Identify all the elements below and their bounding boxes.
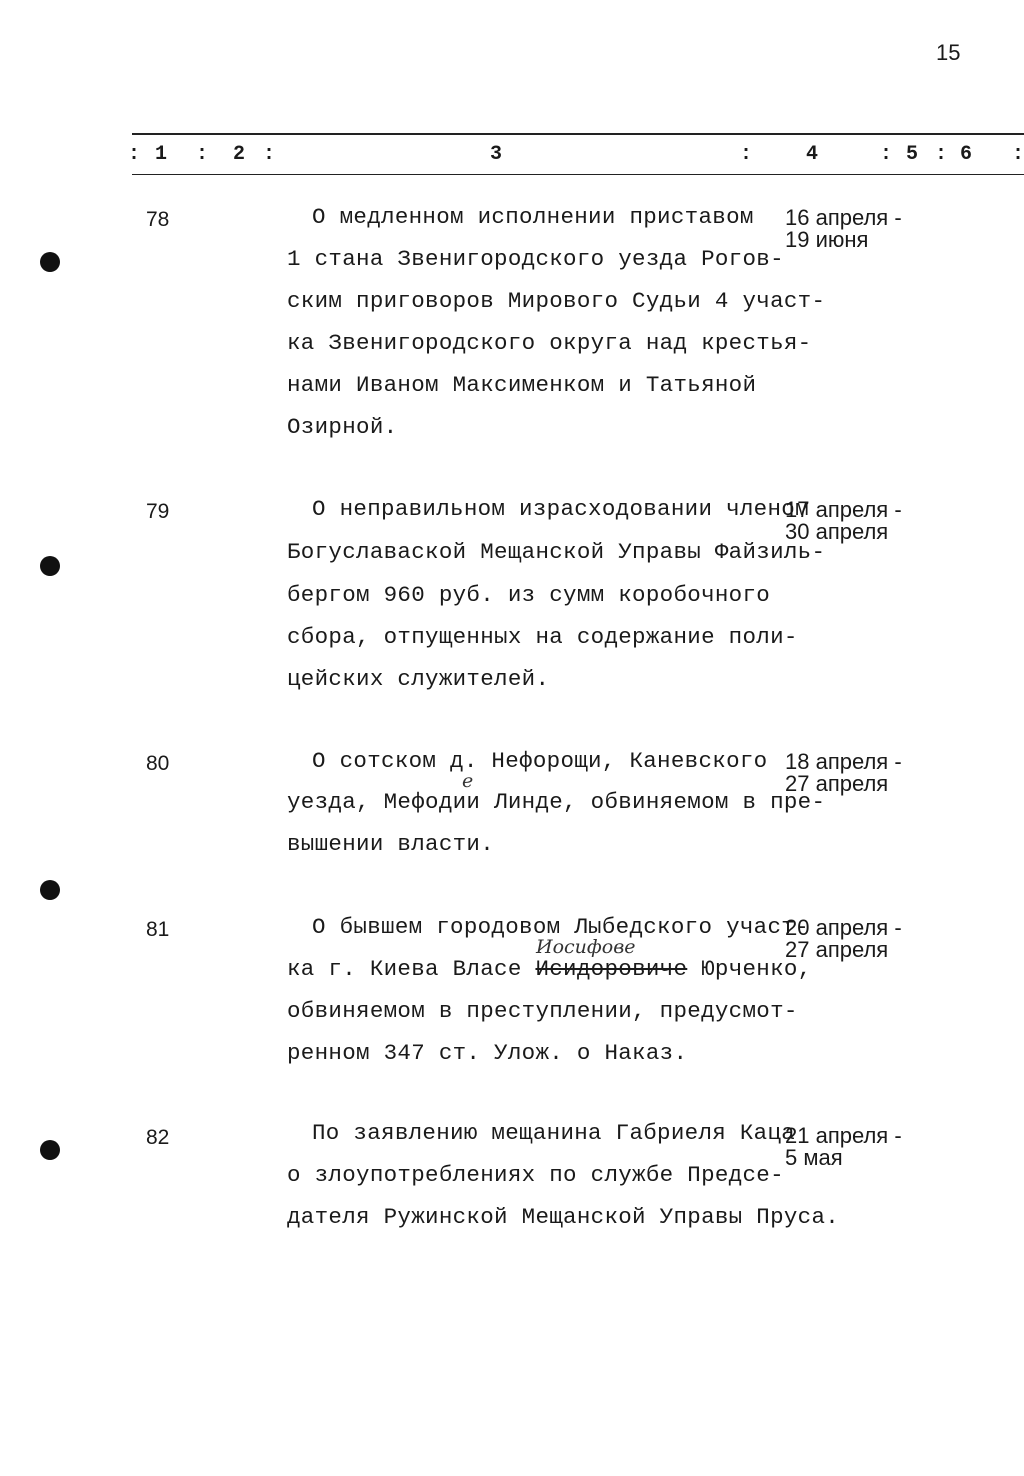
entry-line: нами Иваном Максименком и Татьяной — [287, 372, 757, 398]
entry-line: ка Звенигородского округа над крестья- — [287, 330, 812, 356]
col-6: 6 — [960, 143, 973, 166]
entry-number: 82 — [146, 1126, 170, 1149]
entry-number: 79 — [146, 500, 170, 523]
punch-hole — [40, 1140, 60, 1160]
entry-line: По заявлению мещанина Габриеля Каца — [312, 1120, 796, 1146]
entry-line: ским приговоров Мирового Судьи 4 участ- — [287, 288, 826, 314]
page-number: 15 — [936, 40, 961, 65]
entry-line: о злоупотреблениях по службе Предсе- — [287, 1162, 784, 1188]
entry-line: обвиняемом в преступлении, предусмот- — [287, 998, 798, 1024]
entry-line: уезда, Мефодии Линде, обвиняемом в пре- — [287, 789, 826, 815]
date-from: 18 апреля - — [785, 749, 902, 774]
entry-line: О неправильном израсходовании членом — [312, 496, 809, 522]
entry-line: цейских служителей. — [287, 666, 550, 692]
col-2: 2 — [233, 143, 246, 166]
entry-number: 80 — [146, 752, 170, 775]
entry-line: Озирной. — [287, 414, 398, 440]
date-from: 16 апреля - — [785, 205, 902, 230]
entry-line: дателя Ружинской Мещанской Управы Пруса. — [287, 1204, 840, 1230]
date-from: 21 апреля - — [785, 1123, 902, 1148]
col-5: 5 — [906, 143, 919, 166]
date-from: 20 апреля - — [785, 915, 902, 940]
header-bottom-rule — [132, 174, 1024, 175]
header-top-rule — [132, 133, 1024, 135]
struck-text: Исидоровиче — [535, 956, 688, 982]
entry-line: О бывшем городовом Лыбедского участ- — [312, 914, 809, 940]
punch-hole — [40, 252, 60, 272]
date-to: 27 апреля — [785, 771, 889, 796]
col-1: 1 — [155, 143, 168, 166]
entry-line: сбора, отпущенных на содержание поли- — [287, 624, 798, 650]
entry-line: ренном 347 ст. Улож. о Наказ. — [287, 1040, 688, 1066]
date-to: 19 июня — [785, 227, 869, 252]
date-to: 30 апреля — [785, 519, 889, 544]
col-3: 3 — [490, 143, 503, 166]
entry-number: 81 — [146, 918, 170, 941]
handwritten-correction: е — [462, 770, 474, 792]
col-4: 4 — [806, 143, 819, 166]
entry-line: бергом 960 руб. из сумм коробочного — [287, 582, 771, 608]
date-to: 5 мая — [785, 1145, 843, 1170]
entry-line: 1 стана Звенигородского уезда Рогов- — [287, 246, 784, 272]
entry-line: вышении власти. — [287, 831, 495, 857]
date-from: 17 апреля - — [785, 497, 902, 522]
handwritten-correction: Иосифове — [536, 936, 636, 958]
punch-hole — [40, 556, 60, 576]
entry-line: Богуславаской Мещанской Управы Файзиль- — [287, 539, 826, 565]
entry-line: О сотском д. Нефорощи, Каневского — [312, 748, 768, 774]
date-to: 27 апреля — [785, 937, 889, 962]
entry-number: 78 — [146, 208, 170, 231]
entry-line: ка г. Киева Власе Исидоровиче Юрченко, — [287, 956, 812, 982]
entry-line: О медленном исполнении приставом — [312, 204, 754, 230]
punch-hole — [40, 880, 60, 900]
